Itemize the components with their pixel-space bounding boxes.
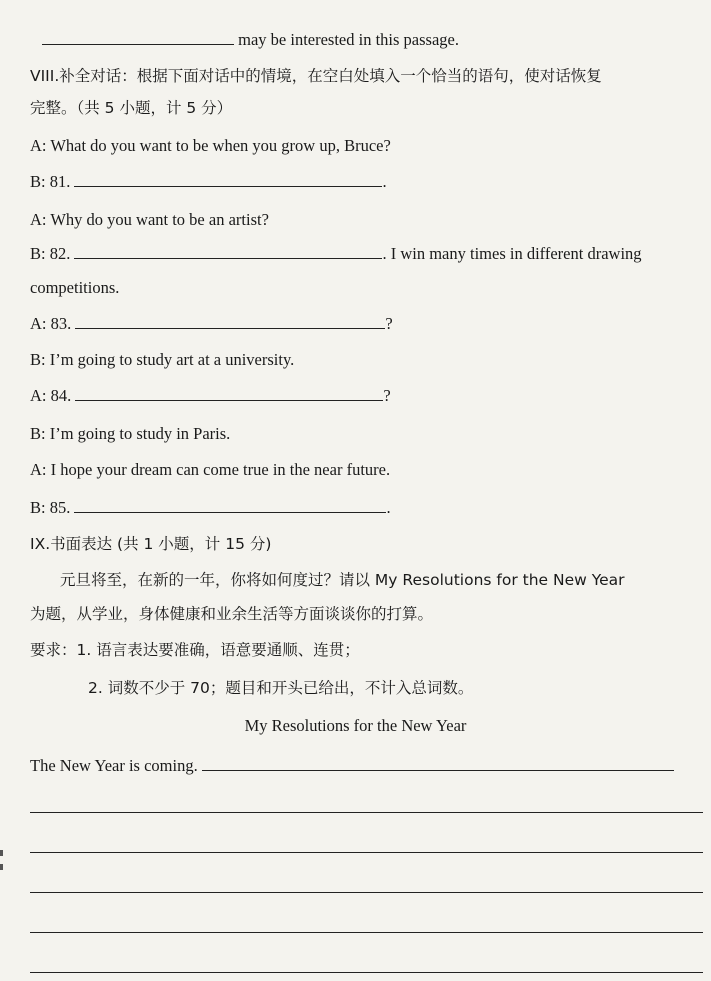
writing-prompt: 元旦将至，在新的一年，你将如何度过？请以 My Resolutions for the New Year bbox=[60, 571, 625, 589]
speaker-label: B: bbox=[30, 244, 46, 263]
speaker-label: B: bbox=[30, 424, 46, 443]
dialogue-line bbox=[30, 210, 269, 230]
requirement-2: 2. 词数不少于 70；题目和开头已给出，不计入总词数。 bbox=[88, 679, 474, 697]
answer-blank[interactable] bbox=[74, 498, 386, 513]
section-heading: IX.书面表达 (共 1 小题，计 15 分) bbox=[30, 535, 272, 553]
essay-title: My Resolutions for the New Year bbox=[244, 716, 467, 735]
dialogue-line bbox=[30, 136, 391, 156]
writing-line[interactable] bbox=[30, 812, 703, 813]
answer-blank[interactable] bbox=[74, 244, 382, 259]
section-heading-cont: 完整。（共 5 小题，计 5 分） bbox=[30, 99, 233, 117]
top-line bbox=[42, 30, 459, 50]
dialogue-line-cont bbox=[30, 278, 119, 298]
answer-blank[interactable] bbox=[42, 30, 234, 45]
section-heading: VIII.补全对话：根据下面对话中的情境，在空白处填入一个恰当的语句，使对话恢复 bbox=[30, 67, 602, 85]
dialogue-line bbox=[30, 386, 391, 406]
answer-blank[interactable] bbox=[202, 756, 674, 771]
speaker-label: A: bbox=[30, 136, 47, 155]
end-punct: . bbox=[386, 498, 391, 517]
dialogue-text: . I win many times in different drawing bbox=[382, 244, 642, 263]
essay-start: The New Year is coming. bbox=[30, 756, 198, 775]
essay-start-line bbox=[30, 756, 674, 776]
dialogue-text: I’m going to study in Paris. bbox=[49, 424, 231, 443]
question-number: 82. bbox=[49, 244, 71, 263]
binding-mark bbox=[0, 850, 3, 856]
binding-mark bbox=[0, 864, 3, 870]
speaker-label: B: bbox=[30, 498, 46, 517]
dialogue-line bbox=[30, 314, 393, 334]
question-number: 83. bbox=[50, 314, 72, 333]
dialogue-line bbox=[30, 350, 294, 370]
end-punct: ? bbox=[385, 314, 393, 333]
dialogue-text: I hope your dream can come true in the near future. bbox=[50, 460, 391, 479]
answer-blank[interactable] bbox=[75, 386, 383, 401]
writing-line[interactable] bbox=[30, 972, 703, 973]
speaker-label: B: bbox=[30, 350, 46, 369]
dialogue-line bbox=[30, 172, 387, 192]
question-number: 85. bbox=[49, 498, 71, 517]
dialogue-text: I’m going to study art at a university. bbox=[49, 350, 295, 369]
dialogue-text: competitions. bbox=[30, 278, 120, 297]
end-punct: ? bbox=[383, 386, 391, 405]
writing-line[interactable] bbox=[30, 932, 703, 933]
top-line-text: may be interested in this passage. bbox=[238, 30, 459, 49]
question-number: 81. bbox=[49, 172, 71, 191]
dialogue-text: Why do you want to be an artist? bbox=[50, 210, 269, 229]
speaker-label: B: bbox=[30, 172, 46, 191]
dialogue-line bbox=[30, 460, 390, 480]
speaker-label: A: bbox=[30, 460, 47, 479]
dialogue-line bbox=[30, 498, 391, 518]
answer-blank[interactable] bbox=[75, 314, 385, 329]
question-number: 84. bbox=[50, 386, 72, 405]
dialogue-line bbox=[30, 424, 230, 444]
speaker-label: A: bbox=[30, 314, 47, 333]
speaker-label: A: bbox=[30, 386, 47, 405]
speaker-label: A: bbox=[30, 210, 47, 229]
writing-prompt-cont: 为题，从学业，身体健康和业余生活等方面谈谈你的打算。 bbox=[30, 605, 434, 623]
writing-line[interactable] bbox=[30, 892, 703, 893]
dialogue-text: What do you want to be when you grow up, Bruce? bbox=[50, 136, 391, 155]
end-punct: . bbox=[382, 172, 387, 191]
dialogue-line bbox=[30, 244, 642, 264]
answer-blank[interactable] bbox=[74, 172, 382, 187]
requirement-1: 要求：1. 语言表达要准确，语意要通顺、连贯； bbox=[30, 641, 360, 659]
writing-line[interactable] bbox=[30, 852, 703, 853]
